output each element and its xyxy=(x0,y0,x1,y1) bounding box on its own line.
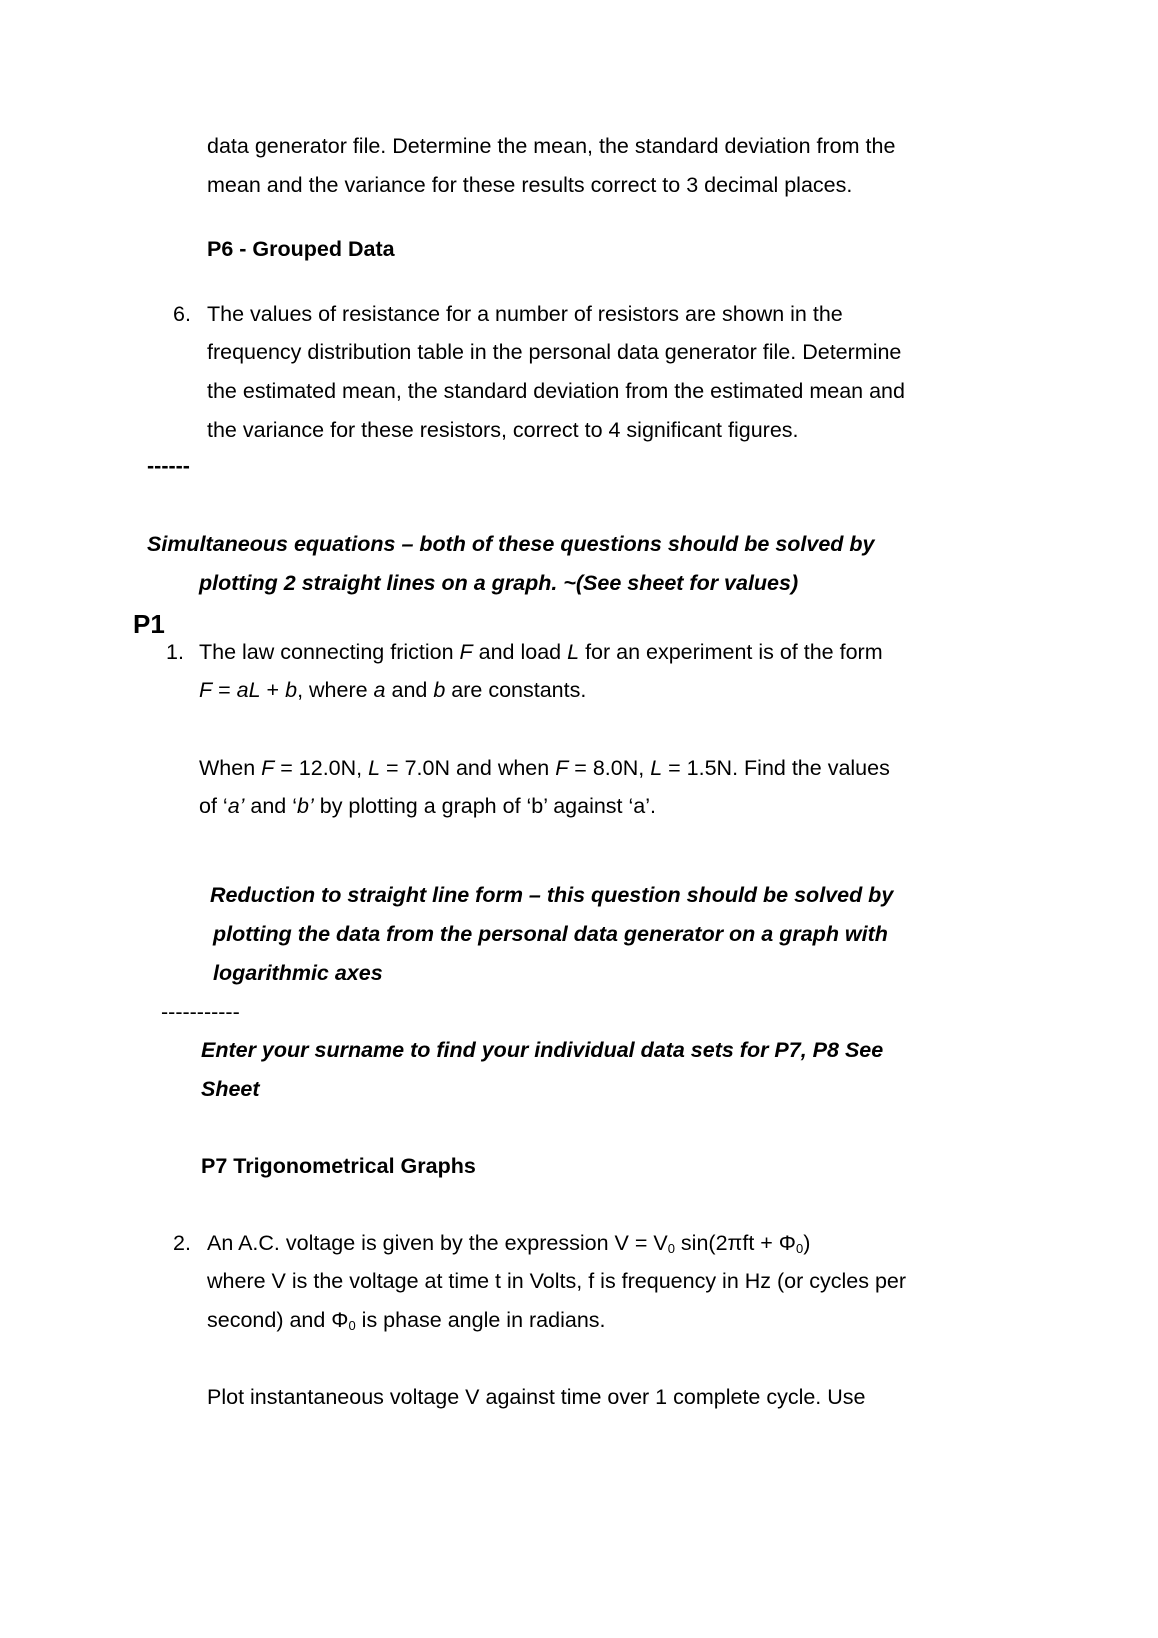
p1-line-2: F = aL + b, where a and b are constants. xyxy=(199,678,587,702)
reduction-line-3: logarithmic axes xyxy=(213,961,383,985)
p6-line-2: frequency distribution table in the personal data generator file. Determine xyxy=(207,340,902,364)
simultaneous-line-1: Simultaneous equations – both of these questions should be solved by xyxy=(147,532,875,556)
p1-line-3: When F = 12.0N, L = 7.0N and when F = 8.0N, L = 1.5N. Find the values xyxy=(199,756,890,780)
intro-line-2: mean and the variance for these results correct to 3 decimal places. xyxy=(207,173,853,197)
p1-line-4: of ‘a’ and ‘b’ by plotting a graph of ‘b’ against ‘a’. xyxy=(199,794,656,818)
surname-line-2: Sheet xyxy=(201,1077,260,1101)
intro-line-1: data generator file. Determine the mean, the standard deviation from the xyxy=(207,134,896,158)
p1-number: 1. xyxy=(166,640,184,664)
p7-line-3: second) and $\Phi_0$ is phase angle in radians. xyxy=(207,1308,606,1333)
divider-1: ------ xyxy=(147,454,190,478)
p6-heading: P6 - Grouped Data xyxy=(207,237,395,261)
divider-2: ----------- xyxy=(161,1000,240,1024)
p7-line-2: where V is the voltage at time t in Volts, f is frequency in Hz (or cycles per xyxy=(207,1269,907,1293)
p7-heading: P7 Trigonometrical Graphs xyxy=(201,1154,476,1178)
reduction-line-2: plotting the data from the personal data generator on a graph with xyxy=(213,922,888,946)
p7-line-1: An A.C. voltage is given by the expression $V = V_0$ $\sin(2\pi ft + \Phi_0)$ xyxy=(207,1231,811,1256)
p1-label: P1 xyxy=(133,609,165,639)
surname-line-1: Enter your surname to find your individual data sets for P7, P8 See xyxy=(201,1038,884,1062)
p1-line-1: The law connecting friction F and load L for an experiment is of the form xyxy=(199,640,883,664)
p7-line-4: Plot instantaneous voltage V against time over 1 complete cycle. Use xyxy=(207,1385,866,1409)
p6-line-3: the estimated mean, the standard deviation from the estimated mean and xyxy=(207,379,905,403)
p6-number: 6. xyxy=(173,302,191,326)
p6-line-1: The values of resistance for a number of resistors are shown in the xyxy=(207,302,843,326)
p6-line-4: the variance for these resistors, correct to 4 significant figures. xyxy=(207,418,799,442)
p7-number: 2. xyxy=(173,1231,191,1255)
simultaneous-line-2: plotting 2 straight lines on a graph. ~(See sheet for values) xyxy=(199,571,799,595)
reduction-line-1: Reduction to straight line form – this question should be solved by xyxy=(210,883,894,907)
